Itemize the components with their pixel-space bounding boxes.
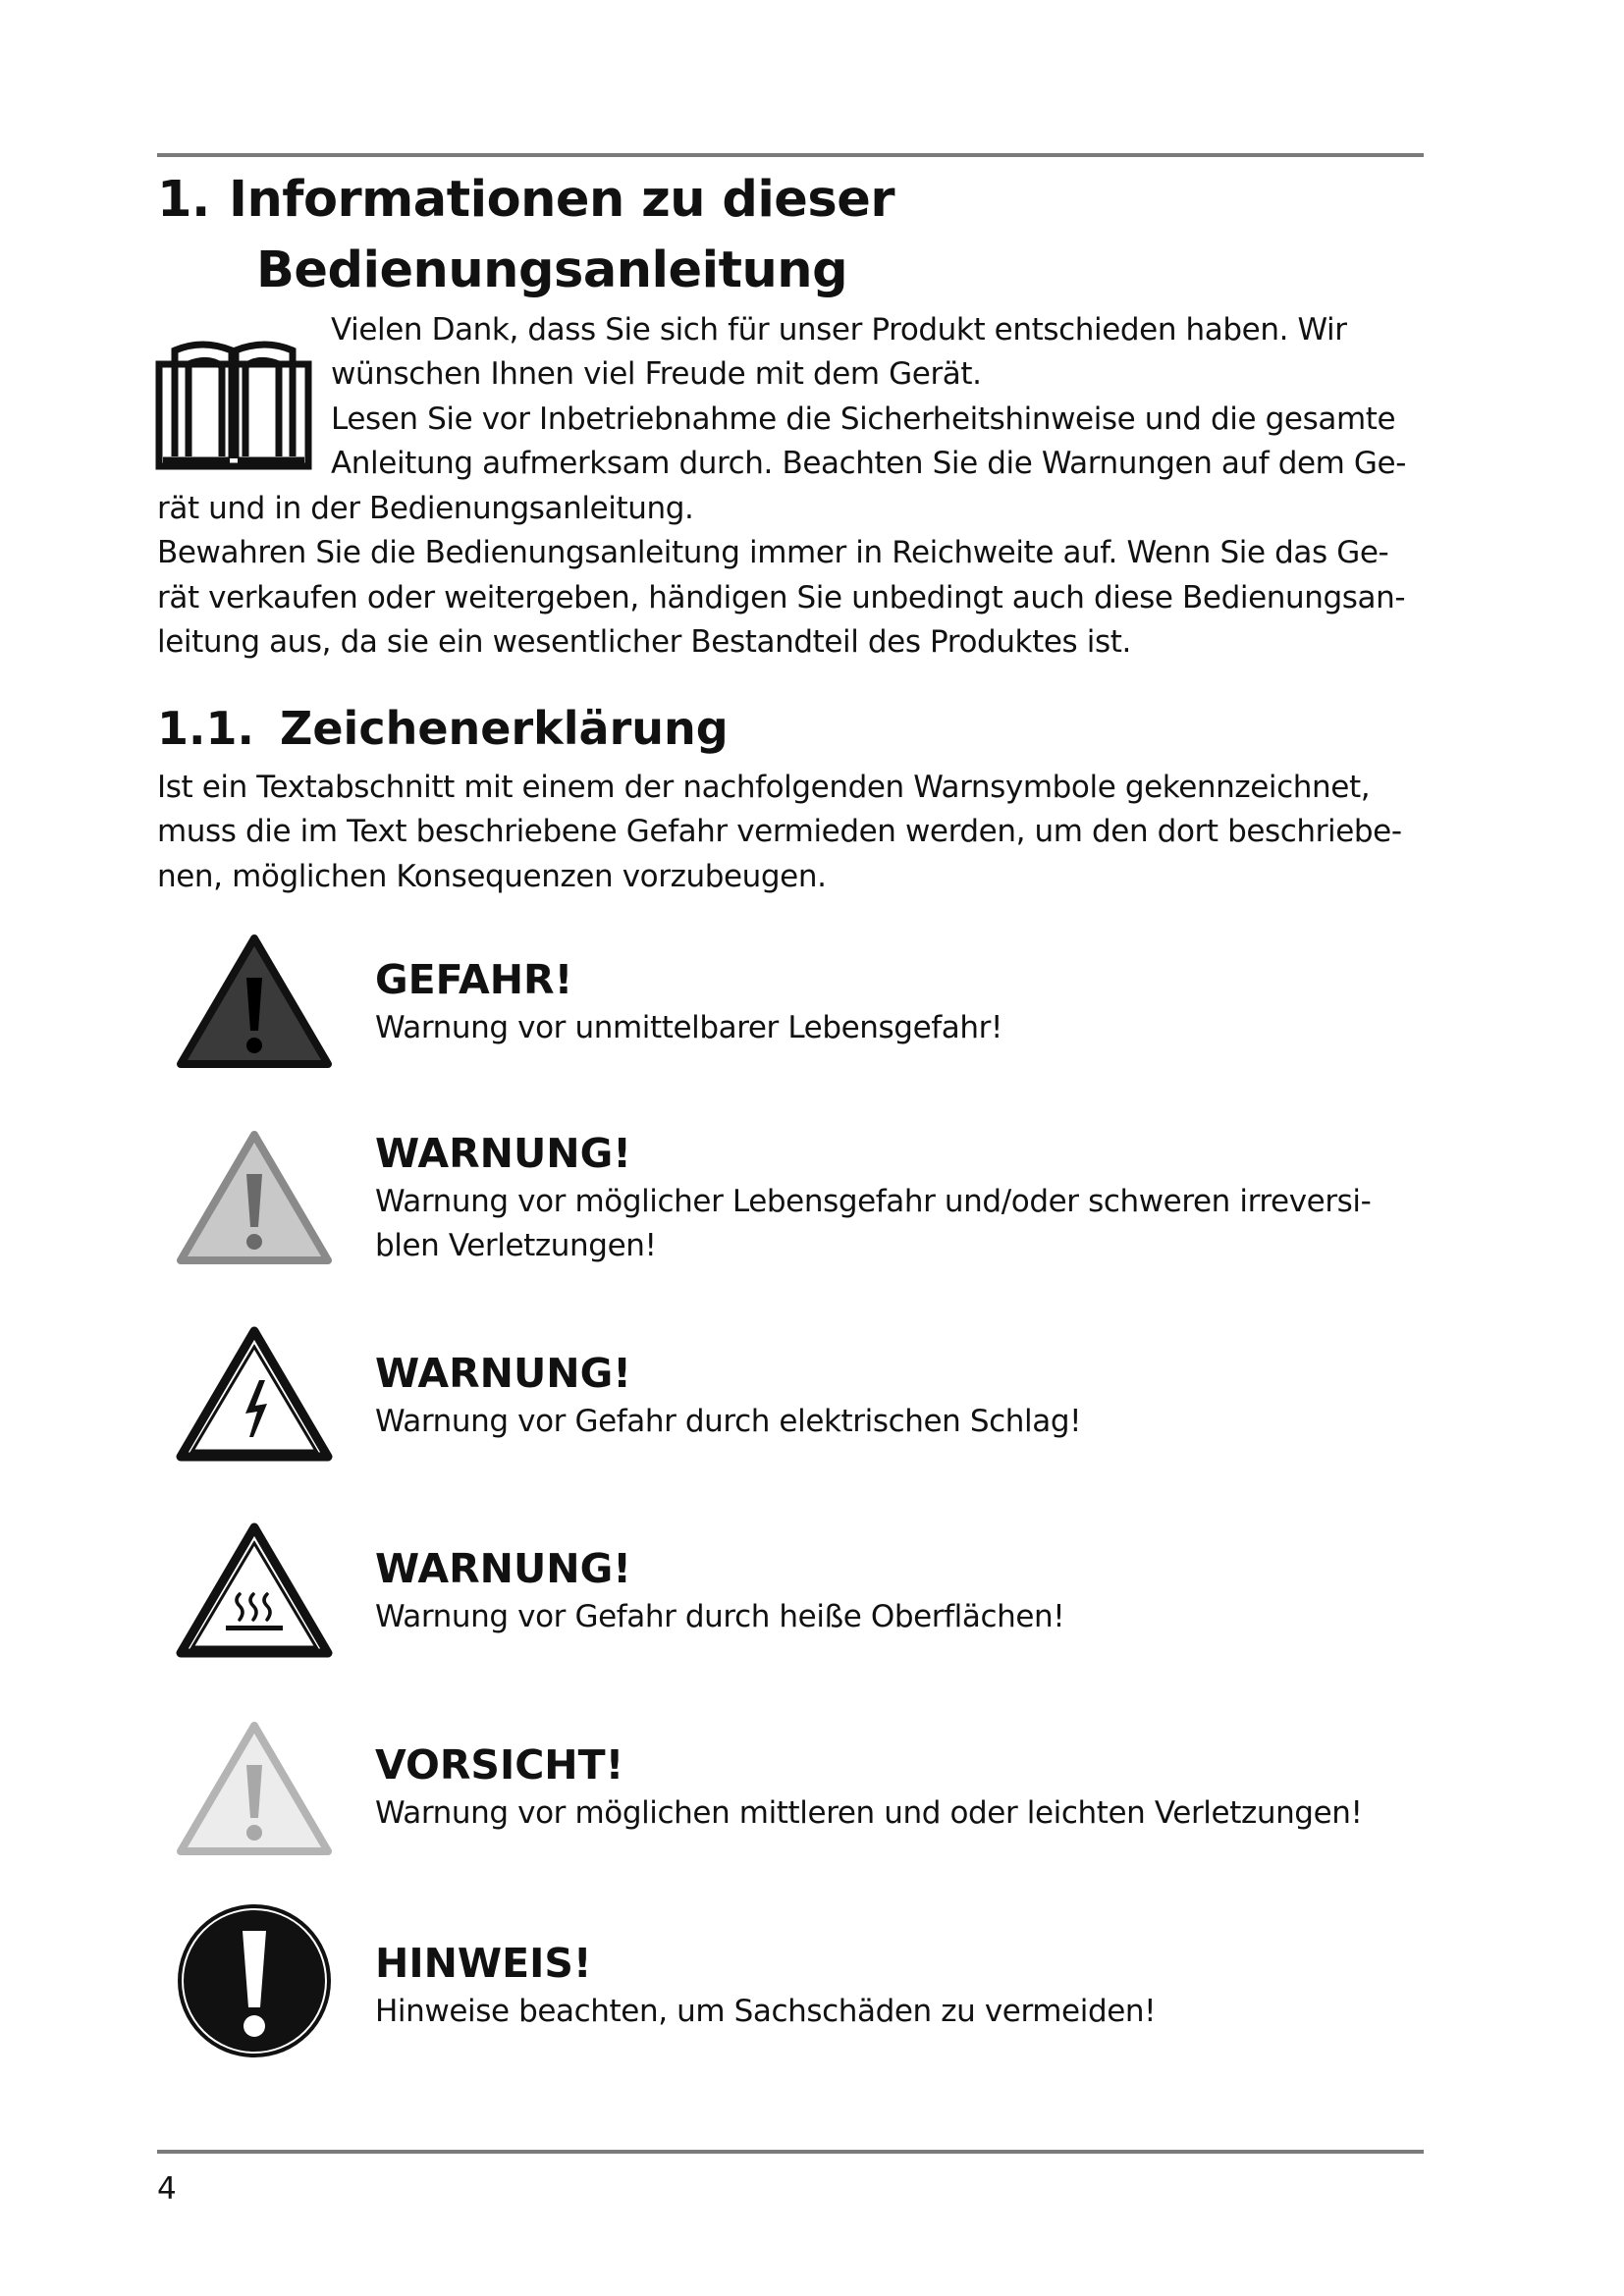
- legend-intro-line: muss die im Text beschriebene Gefahr vermieden werden, um den dort beschriebe-: [157, 814, 1402, 849]
- symbol-description: blen Verletzungen!: [375, 1228, 657, 1263]
- open-book-icon: [155, 337, 312, 470]
- symbol-title: VORSICHT!: [375, 1741, 624, 1789]
- intro-line: Bewahren Sie die Bedienungsanleitung immer in Reichweite auf. Wenn Sie das Ge-: [157, 535, 1389, 570]
- symbol-title: WARNUNG!: [375, 1545, 631, 1592]
- legend-intro-line: nen, möglichen Konsequenzen vorzubeugen.: [157, 859, 827, 894]
- section-number: 1.: [157, 171, 210, 229]
- intro-line: Vielen Dank, dass Sie sich für unser Produkt entschieden haben. Wir: [331, 312, 1347, 347]
- intro-line: Lesen Sie vor Inbetriebnahme die Sicherheitshinweise und die gesamte: [331, 401, 1396, 437]
- bottom-rule: [157, 2150, 1424, 2154]
- subsection-heading: [157, 699, 729, 758]
- symbol-description: Warnung vor möglicher Lebensgefahr und/oder schweren irreversi-: [375, 1184, 1372, 1219]
- warning-triangle-icon: [175, 1129, 334, 1268]
- symbol-description: Warnung vor möglichen mittleren und oder leichten Verletzungen!: [375, 1795, 1363, 1831]
- intro-line: Anleitung aufmerksam durch. Beachten Sie die Warnungen auf dem Ge-: [331, 446, 1406, 481]
- notice-circle-icon: [175, 1901, 334, 2060]
- caution-triangle-icon: [175, 1720, 334, 1859]
- intro-line: wünschen Ihnen viel Freude mit dem Gerät.: [331, 356, 982, 392]
- symbol-description: Warnung vor unmittelbarer Lebensgefahr!: [375, 1010, 1002, 1045]
- symbol-description: Warnung vor Gefahr durch elektrischen Schlag!: [375, 1404, 1082, 1439]
- danger-triangle-icon: [175, 933, 334, 1072]
- hot-surface-icon: [175, 1522, 334, 1661]
- legend-intro-line: Ist ein Textabschnitt mit einem der nachfolgenden Warnsymbole gekennzeichnet,: [157, 770, 1371, 805]
- subsection-number: 1.1.: [157, 702, 254, 755]
- symbol-description: Hinweise beachten, um Sachschäden zu vermeiden!: [375, 1994, 1157, 2029]
- page-number: 4: [157, 2171, 177, 2207]
- electric-shock-icon: [175, 1325, 334, 1465]
- subsection-title: Zeichenerklärung: [280, 702, 729, 755]
- symbol-title: WARNUNG!: [375, 1130, 631, 1177]
- section-title-line-1: Informationen zu dieser: [229, 171, 894, 229]
- intro-line: rät und in der Bedienungsanleitung.: [157, 491, 694, 526]
- top-rule: [157, 153, 1424, 157]
- section-title-line-2: Bedienungsanleitung: [256, 241, 848, 299]
- symbol-title: HINWEIS!: [375, 1940, 592, 1987]
- intro-line: rät verkaufen oder weitergeben, händigen Sie unbedingt auch diese Bedienungsan-: [157, 580, 1406, 615]
- symbol-description: Warnung vor Gefahr durch heiße Oberflächen!: [375, 1599, 1065, 1634]
- symbol-title: GEFAHR!: [375, 956, 573, 1003]
- symbol-title: WARNUNG!: [375, 1350, 631, 1397]
- intro-line: leitung aus, da sie ein wesentlicher Bestandteil des Produktes ist.: [157, 624, 1131, 660]
